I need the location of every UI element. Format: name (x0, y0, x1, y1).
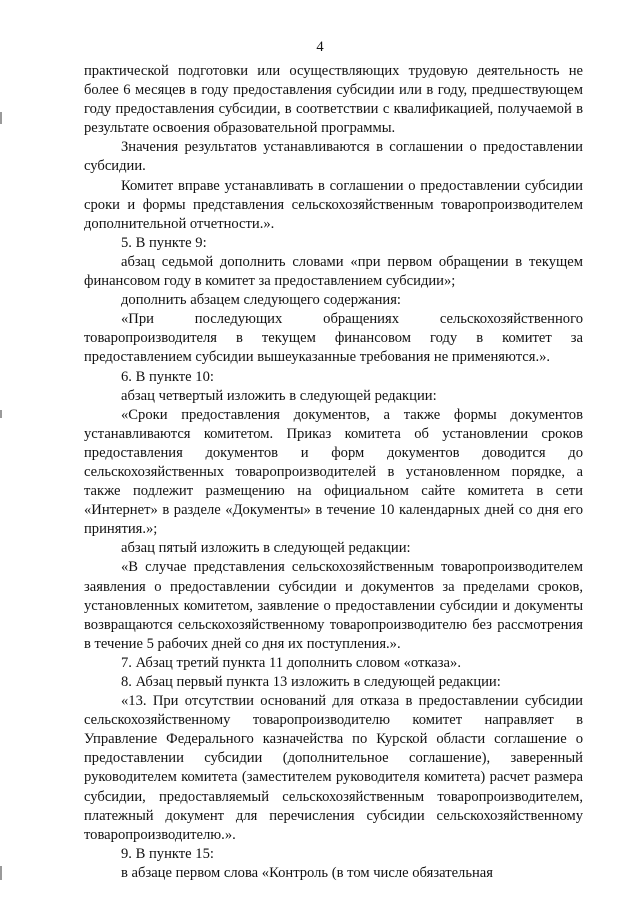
document-body (84, 62, 583, 883)
page-number: 4 (316, 39, 324, 55)
paragraph: практической подготовки или осуществляющих трудовую деятельность не более 6 месяцев в году предоставления субсидии или в году, предшествующем году предоставления субсидии, в соответствии с квалификацией, получаемой в результате освоения образовательной программы. (84, 63, 583, 137)
scan-edge-mark (0, 112, 2, 124)
paragraph: 5. В пункте 9: (121, 234, 207, 251)
paragraph: дополнить абзацем следующего содержания: (121, 292, 401, 309)
paragraph: 6. В пункте 10: (121, 368, 214, 385)
paragraph: «При последующих обращениях сельскохозяйственного товаропроизводителя в текущем финансовом году в комитет за предоставлением субсидии вышеуказанные требования не применяются.». (84, 311, 583, 366)
scan-edge-mark (0, 410, 2, 418)
paragraph: абзац четвертый изложить в следующей редакции: (121, 387, 437, 404)
paragraph: «Сроки предоставления документов, а также формы документов устанавливаются комитетом. Приказ комитета об установлении сроков предоставления документов и форм документов доводится до сельскохозяйственных товаропроизводителей в установленном порядке, а также подлежит размещению на официальном сайте комитета в сети «Интернет» в разделе «Документы» в течение 10 календарных дней со дня его принятия.»; (84, 406, 583, 538)
paragraph: 7. Абзац третий пункта 11 дополнить словом «отказа». (121, 654, 461, 671)
paragraph: Значения результатов устанавливаются в соглашении о предоставлении субсидии. (84, 139, 583, 175)
paragraph: 9. В пункте 15: (121, 845, 214, 862)
paragraph: абзац пятый изложить в следующей редакции: (121, 540, 411, 557)
scan-edge-mark (0, 866, 2, 880)
paragraph: «В случае представления сельскохозяйственным товаропроизводителем заявления о предоставлении субсидии и документов за пределами сроков, установленных комитетом, заявление о предоставлении субсидии и документы возвращаются сельскохозяйственному товаропроизводителю без рассмотрения в течение 5 рабочих дней со дня их поступления.». (84, 559, 583, 652)
paragraph: Комитет вправе устанавливать в соглашении о предоставлении субсидии сроки и формы представления сельскохозяйственным товаропроизводителем дополнительной отчетности.». (84, 177, 583, 232)
paragraph: «13. При отсутствии оснований для отказа в предоставлении субсидии сельскохозяйственному товаропроизводителю комитет направляет в Управление Федерального казначейства по Курской области соглашение о предоставлении субсидии (дополнительное соглашение), заверенный руководителем комитета (заместителем руководителя комитета) расчет размера субсидии, предоставляемый сельскохозяйственным товаропроизводителем, платежный документ для перечисления субсидии сельскохозяйственному товаропроизводителю.». (84, 693, 583, 843)
paragraph: в абзаце первом слова «Контроль (в том числе обязательная (121, 864, 493, 881)
paragraph: абзац седьмой дополнить словами «при первом обращении в текущем финансовом году в комитет за предоставлением субсидии»; (84, 253, 583, 290)
paragraph: 8. Абзац первый пункта 13 изложить в следующей редакции: (121, 674, 501, 690)
